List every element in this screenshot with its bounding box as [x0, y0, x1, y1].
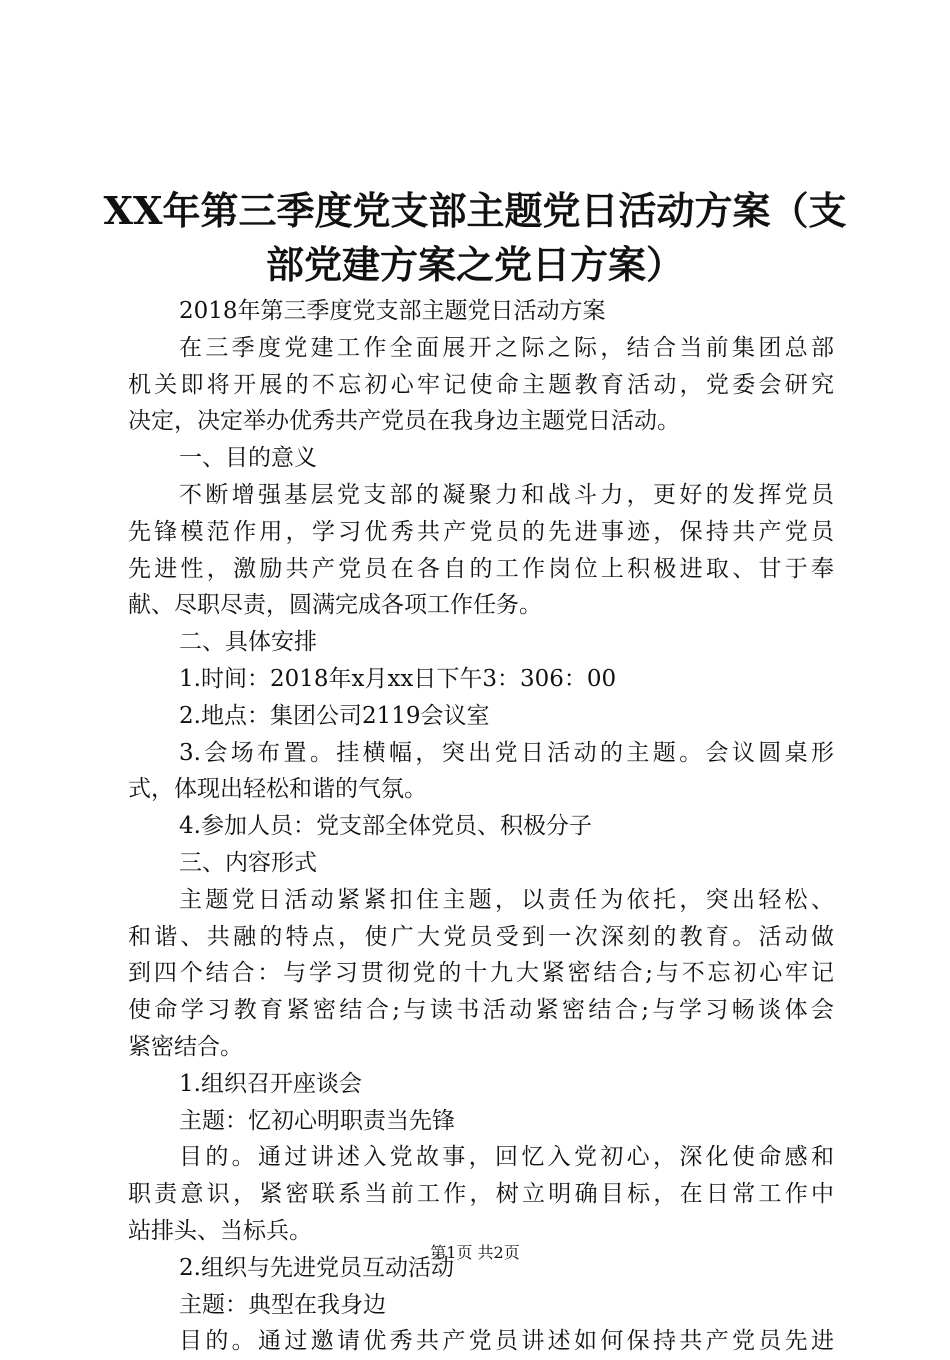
paragraph-line: 决定，决定举办优秀共产党员在我身边主题党日活动。 [128, 408, 680, 435]
paragraph-line: 先锋模范作用，学习优秀共产党员的先进事迹，保持共产党员 [128, 518, 834, 545]
paragraph-line: 在三季度党建工作全面展开之际之际，结合当前集团总部 [179, 334, 834, 361]
paragraph-line: 先进性，激励共产党员在各自的工作岗位上积极进取、甘于奉 [128, 555, 834, 582]
theme-line: 主题：典型在我身边 [179, 1291, 386, 1318]
section-heading: 二、具体安排 [179, 629, 317, 656]
paragraph-line: 主题党日活动紧紧扣住主题，以责任为依托，突出轻松、 [179, 886, 834, 913]
subtitle-line: 2018年第三季度党支部主题党日活动方案 [179, 298, 606, 324]
paragraph-line: 紧密结合。 [128, 1033, 243, 1060]
document-title-line1: XX年第三季度党支部主题党日活动方案（支 [103, 188, 847, 233]
section-heading: 一、目的意义 [179, 445, 317, 472]
paragraph-line: 站排头、当标兵。 [128, 1217, 312, 1244]
paragraph-line: 目的。通过邀请优秀共产党员讲述如何保持共产党员先进 [179, 1328, 834, 1355]
subsection-heading: 1.组织召开座谈会 [179, 1070, 362, 1097]
page-footer: 第1页 共2页 [430, 1243, 520, 1262]
list-item: 3.会场布置。挂横幅，突出党日活动的主题。会议圆桌形 [179, 739, 834, 766]
paragraph-line: 式，体现出轻松和谐的气氛。 [128, 776, 427, 803]
paragraph-line: 职责意识，紧密联系当前工作，树立明确目标，在日常工作中 [128, 1181, 834, 1208]
paragraph-line: 目的。通过讲述入党故事，回忆入党初心，深化使命感和 [179, 1144, 834, 1171]
section-heading: 三、内容形式 [179, 849, 317, 876]
paragraph-line: 使命学习教育紧密结合;与读书活动紧密结合;与学习畅谈体会 [128, 997, 834, 1024]
document-body [128, 293, 834, 1360]
list-item: 4.参加人员：党支部全体党员、积极分子 [179, 813, 592, 840]
paragraph-line: 献、尽职尽责，圆满完成各项工作任务。 [128, 592, 542, 619]
list-item: 2.地点：集团公司2119会议室 [179, 702, 490, 729]
document-title-line2: 部党建方案之党日方案） [265, 242, 684, 287]
paragraph-line: 不断增强基层党支部的凝聚力和战斗力，更好的发挥党员 [179, 481, 834, 508]
paragraph-line: 机关即将开展的不忘初心牢记使命主题教育活动，党委会研究 [128, 371, 834, 398]
theme-line: 主题：忆初心明职责当先锋 [179, 1107, 455, 1134]
list-item: 1.时间：2018年x月xx日下午3：306：00 [179, 665, 617, 692]
subsection-heading: 2.组织与先进党员互动活动 [179, 1254, 454, 1281]
paragraph-line: 和谐、共融的特点，使广大党员受到一次深刻的教育。活动做 [128, 923, 834, 950]
paragraph-line: 到四个结合：与学习贯彻党的十九大紧密结合;与不忘初心牢记 [128, 960, 834, 987]
